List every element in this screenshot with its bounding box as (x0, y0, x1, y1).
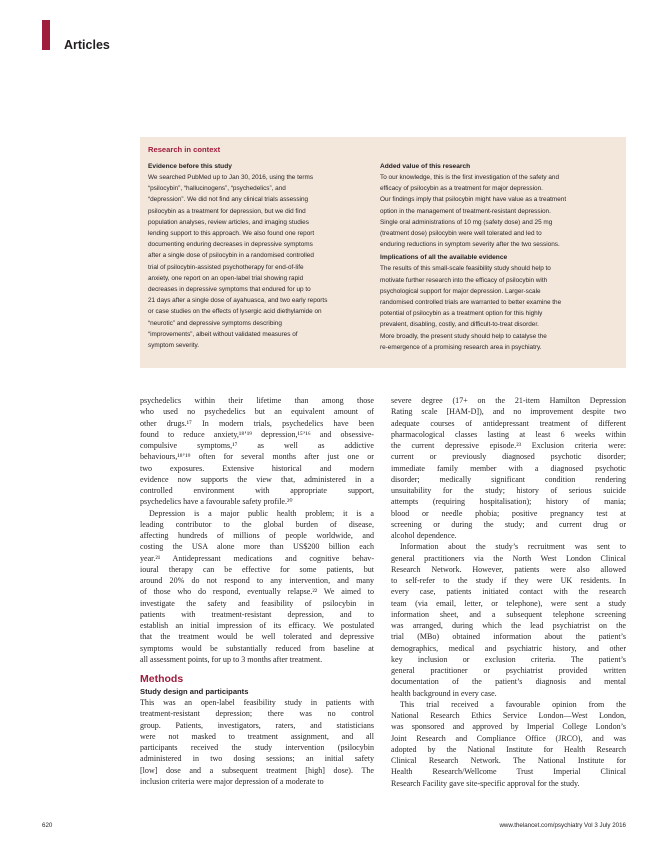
panel-left-heading: Evidence before this study (148, 163, 232, 170)
panel-left-column (148, 161, 370, 351)
text-line: inclusion criteria were major depression of a moderate to (140, 776, 324, 786)
panel-right-heading-1: Added value of this research (380, 163, 471, 170)
text-line: health background in every case. (391, 688, 497, 698)
text-line: randomised controlled trials are warranted to better examine the (380, 299, 562, 307)
body-paragraph (140, 508, 374, 666)
text-line: or case studies on the effects of lysergic acid diethylamide on (148, 308, 322, 316)
text-line: who used no psychedelics but an equivalent amount of (140, 407, 374, 417)
text-line: general practitioners via the North West London Clinical (391, 553, 626, 563)
text-line: current or previously diagnosed psychotic disorder; (391, 452, 626, 462)
text-line: re-emergence of a promising research area in psychiatry. (380, 343, 542, 351)
text-line: ioural therapy can be effective for some patients, but (140, 564, 374, 574)
text-line: adequate courses of antidepressant treatment of different (391, 418, 626, 428)
text-line: group. Patients, investigators, raters, and statisticians (140, 720, 374, 730)
text-line: leading contributor to the global burden of disease, (140, 519, 374, 529)
text-line: general practitioner or psychiatrist provided written (391, 666, 626, 675)
text-line: symptom severity. (148, 342, 200, 350)
section-label: Articles (64, 38, 110, 52)
text-line: two exposures. Extensive historical and modern (140, 463, 374, 473)
text-line: enduring reductions in symptom severity after the two sessions. (380, 241, 560, 249)
text-line: anxiety, one report on an open-label trial showing rapid (148, 274, 304, 282)
text-line: option in the management of treatment-resistant depression. (380, 207, 551, 215)
text-line: disorder; medically significant condition rendering (391, 474, 626, 484)
text-line: that the treatment would be well tolerated and depressive (140, 632, 374, 642)
text-line: “psilocybin”, “hallucinogens”, “psychedelics”, and (148, 185, 286, 193)
text-line: Information about the study’s recruitment was sent to (400, 542, 626, 552)
text-line: screening or during the study; and current drug or (391, 519, 626, 529)
text-line: decreases in depressive symptoms that endured for up to (148, 286, 311, 294)
text-line: Our findings imply that psilocybin might have value as a treatment (380, 196, 567, 204)
text-line: costing the USA alone more than US$200 billion each (140, 542, 374, 552)
body-left-column (140, 395, 374, 787)
text-line: Rating scale [HAM-D]), and no improvement despite two (391, 407, 626, 417)
text-line: attempts (requiring hospitalisation); history of mania; (391, 497, 626, 507)
text-line: To our knowledge, this is the first investigation of the safety and (380, 174, 560, 181)
text-line: Research Facility gave site-specific approval for the study. (391, 778, 580, 788)
text-line: efficacy of psilocybin as a treatment for major depression. (380, 185, 543, 193)
text-line: other drugs.¹⁷ In modern trials, psychedelics have been (140, 418, 374, 428)
text-line: trial (MBo) obtained information about the patient’s (391, 632, 626, 642)
body-paragraph (391, 699, 626, 789)
text-line: every case, patients initiated contact with the research (391, 587, 626, 597)
text-line: after a single dose of psilocybin in a randomised controlled (148, 252, 314, 260)
text-line: found to reduce anxiety,¹⁸ʼ¹⁹ depression,¹⁵ʼ¹⁶ and obsessive- (140, 429, 374, 439)
text-line: information sheet, and a subsequent telephone screening (391, 609, 626, 619)
text-line: “neurotic” and depressive symptoms describing (148, 319, 282, 327)
text-line: year.²¹ Antidepressant medications and cognitive behav- (140, 553, 374, 563)
page-number: 620 (42, 822, 53, 829)
text-line: potential of psilocybin as a treatment option for this highly (380, 310, 543, 318)
text-line: investigate the safety and feasibility of psilocybin in (140, 598, 374, 608)
journal-footer: www.thelancet.com/psychiatry Vol 3 July 2016 (499, 822, 626, 829)
methods-heading: Methods (140, 673, 184, 685)
text-line: psychedelics have a favourable safety profile.²⁰ (140, 497, 293, 507)
text-line: around 20% do not respond to any intervention, and many (140, 576, 374, 585)
text-line: participants received the study intervention (psilocybin (140, 743, 374, 752)
text-line: alcohol dependence. (391, 531, 457, 540)
text-line: Clinical Research Network. The National Institute for (391, 756, 626, 765)
text-line: “depression”. We did not find any clinical trials assessing (148, 196, 309, 204)
text-line: prevalent, disabling, costly, and difficult-to-treat disorder. (380, 321, 539, 329)
text-line: all assessment points, for up to 3 months after treatment. (140, 654, 323, 664)
text-line: establish an initial impression of its efficacy. We postulated (140, 621, 374, 630)
text-line: patients with treatment-resistant depression, and to (140, 609, 374, 619)
text-line: (treatment dose) psilocybin were well tolerated and led to (380, 230, 542, 238)
panel-right-heading-2: Implications of all the available evidence (380, 254, 508, 262)
text-line: unsuitability for the study; history of serious suicide (391, 486, 626, 495)
text-line: was sponsored and approved by Imperial College London’s (391, 722, 626, 732)
text-line: to self-refer to the study if they were UK residents. In (391, 576, 626, 585)
text-line: motivate further research into the efficacy of psilocybin with (380, 276, 548, 284)
panel-right-column (380, 161, 618, 353)
panel-right-text-2 (380, 263, 618, 353)
text-line: were not masked to treatment assignment, and all (140, 731, 374, 741)
text-line: Depression is a major public health problem; it is a (149, 508, 374, 518)
text-line: “improvements”, albeit without validated measures of (148, 330, 298, 338)
text-line: demographics, medical and psychiatric history, and other (391, 643, 626, 653)
text-line: population analyses, review articles, and imaging studies (148, 218, 309, 226)
panel-right-text-1 (380, 172, 618, 250)
text-line: pharmacological classes lasting at least 6 weeks within (391, 429, 626, 439)
text-line: severe degree (17+ on the 21-item Hamilton Depression (391, 396, 626, 405)
text-line: psilocybin as a treatment for depression, but we did find (148, 207, 306, 215)
body-paragraph (140, 697, 374, 787)
body-right-column (391, 395, 626, 789)
text-line: The results of this small-scale feasibility study should help to (380, 265, 551, 273)
text-line: evidence now supports the view that, administered in a (140, 474, 374, 484)
text-line: psychological support for major depression. Larger-scale (380, 287, 541, 295)
text-line: National Research Ethics Service London—West London, (391, 711, 626, 720)
text-line: of those who do respond, eventually relapse.²² We aimed to (140, 587, 374, 597)
text-line: Research Network. However, patients were also allowed (391, 564, 626, 574)
text-line: administered in two dosing sessions; an initial safety (140, 754, 374, 764)
text-line: psychedelics within their lifetime than among those (140, 396, 374, 405)
text-line: documentation of the patient’s diagnosis and mental (391, 677, 626, 687)
text-line: adopted by the National Institute for Health Research (391, 744, 626, 754)
text-line: Joint Research and Compliance Office (JRCO), and was (391, 733, 626, 743)
panel-title: Research in context (148, 145, 221, 154)
text-line: This trial received a favourable opinion from the (400, 699, 626, 709)
text-line: key inclusion or exclusion criteria. The patient’s (391, 654, 626, 664)
text-line: Single oral administrations of 10 mg (safety dose) and 25 mg (380, 218, 553, 226)
text-line: compulsive symptoms,¹⁷ as well as addictive (140, 441, 374, 450)
text-line: 21 days after a single dose of ayahuasca, and two early reports (148, 297, 328, 305)
text-line: More broadly, the present study should help to catalyse the (380, 332, 547, 340)
text-line: was arranged, during which the lead psychiatrist on the (391, 621, 626, 630)
text-line: affecting hundreds of millions of people worldwide, and (140, 531, 374, 540)
text-line: behaviours,¹⁸ʼ¹⁹ often for several months after just one or (140, 452, 374, 462)
text-line: immediate family member with a diagnosed psychotic (391, 463, 626, 473)
body-paragraph (391, 541, 626, 699)
text-line: [low] dose and a subsequent treatment [high] dose). The (140, 765, 374, 775)
research-in-context-panel (140, 137, 626, 368)
text-line: controlled environment with appropriate support, (140, 486, 374, 495)
text-line: trial of psilocybin-assisted psychotherapy for end-of-life (148, 263, 304, 271)
body-paragraph (140, 395, 374, 508)
text-line: team (via email, letter, or telephone), were sent a study (391, 598, 626, 608)
panel-left-text (148, 172, 370, 351)
section-accent-bar (42, 20, 50, 50)
text-line: treatment-resistant depression; there was no control (140, 709, 374, 719)
text-line: Health Research/Wellcome Trust Imperial Clinical (391, 767, 626, 777)
text-line: symptoms would be substantially reduced from baseline at (140, 643, 374, 653)
study-design-subheading: Study design and participants (140, 687, 249, 696)
text-line: lending support to this approach. We also found one report (148, 230, 315, 238)
text-line: We searched PubMed up to Jan 30, 2016, using the terms (148, 174, 314, 181)
text-line: This was an open-label feasibility study in patients with (140, 698, 374, 707)
text-line: documenting enduring decreases in depressive symptoms (148, 241, 313, 249)
text-line: blood or needle phobia; positive pregnancy test at (391, 508, 626, 518)
text-line: the current depressive episode.²³ Exclusion criteria were: (391, 441, 626, 450)
body-paragraph (391, 395, 626, 541)
